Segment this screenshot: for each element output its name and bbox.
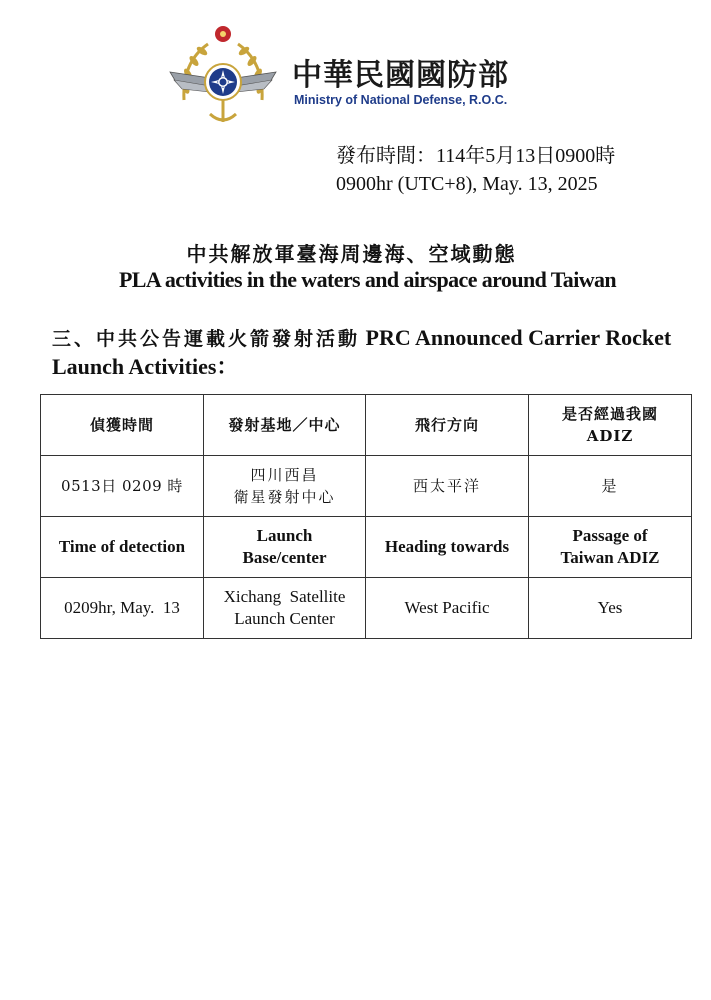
header-cell: 飛行方向 [366, 395, 529, 456]
header-cell: 是否經過我國 ADIZ [529, 395, 692, 456]
title-english: PLA activities in the waters and airspace around Taiwan [118, 267, 617, 292]
section-heading-colon: ： [216, 354, 239, 379]
org-name-chinese: 中華民國國防部 [292, 58, 509, 93]
table-cell: 是 [529, 456, 692, 517]
table-row [41, 456, 692, 517]
release-time-english: 0900hr (UTC+8), May. 13, 2025 [336, 173, 598, 195]
release-time [336, 142, 615, 198]
table-cell: West Pacific [366, 578, 529, 639]
table-cell: Xichang Satellite Launch Center [204, 578, 366, 639]
table-cell: 0513日 0209 時 [41, 456, 204, 517]
table-header-row-english [41, 517, 692, 578]
table-row [41, 578, 692, 639]
table-cell: 0209hr, May. 13 [41, 578, 204, 639]
header-cell: 偵獲時間 [41, 395, 204, 456]
mnd-emblem-icon [164, 22, 282, 130]
section-heading-english: PRC Announced Carrier Rocket Launch Activities [52, 325, 672, 379]
table-cell: 四川西昌 衛星發射中心 [204, 456, 366, 517]
table-cell: Yes [529, 578, 692, 639]
section-heading-chinese: 三、中共公告運載火箭發射活動 [52, 328, 361, 350]
release-time-chinese: 發布時間：114年5月13日0900時 [336, 145, 616, 167]
org-name-english: Ministry of National Defense, R.O.C. [294, 93, 508, 107]
header-cell: 發射基地／中心 [204, 395, 366, 456]
header-cell: Launch Base/center [204, 517, 366, 578]
launch-activity-table [40, 394, 692, 639]
section-heading [52, 324, 672, 381]
header-cell: Heading towards [366, 517, 529, 578]
table-cell: 西太平洋 [366, 456, 529, 517]
header-cell: Passage of Taiwan ADIZ [529, 517, 692, 578]
title-chinese: 中共解放軍臺海周邊海、空域動態 [186, 242, 517, 266]
header-cell: Time of detection [41, 517, 204, 578]
table-header-row-chinese [41, 395, 692, 456]
